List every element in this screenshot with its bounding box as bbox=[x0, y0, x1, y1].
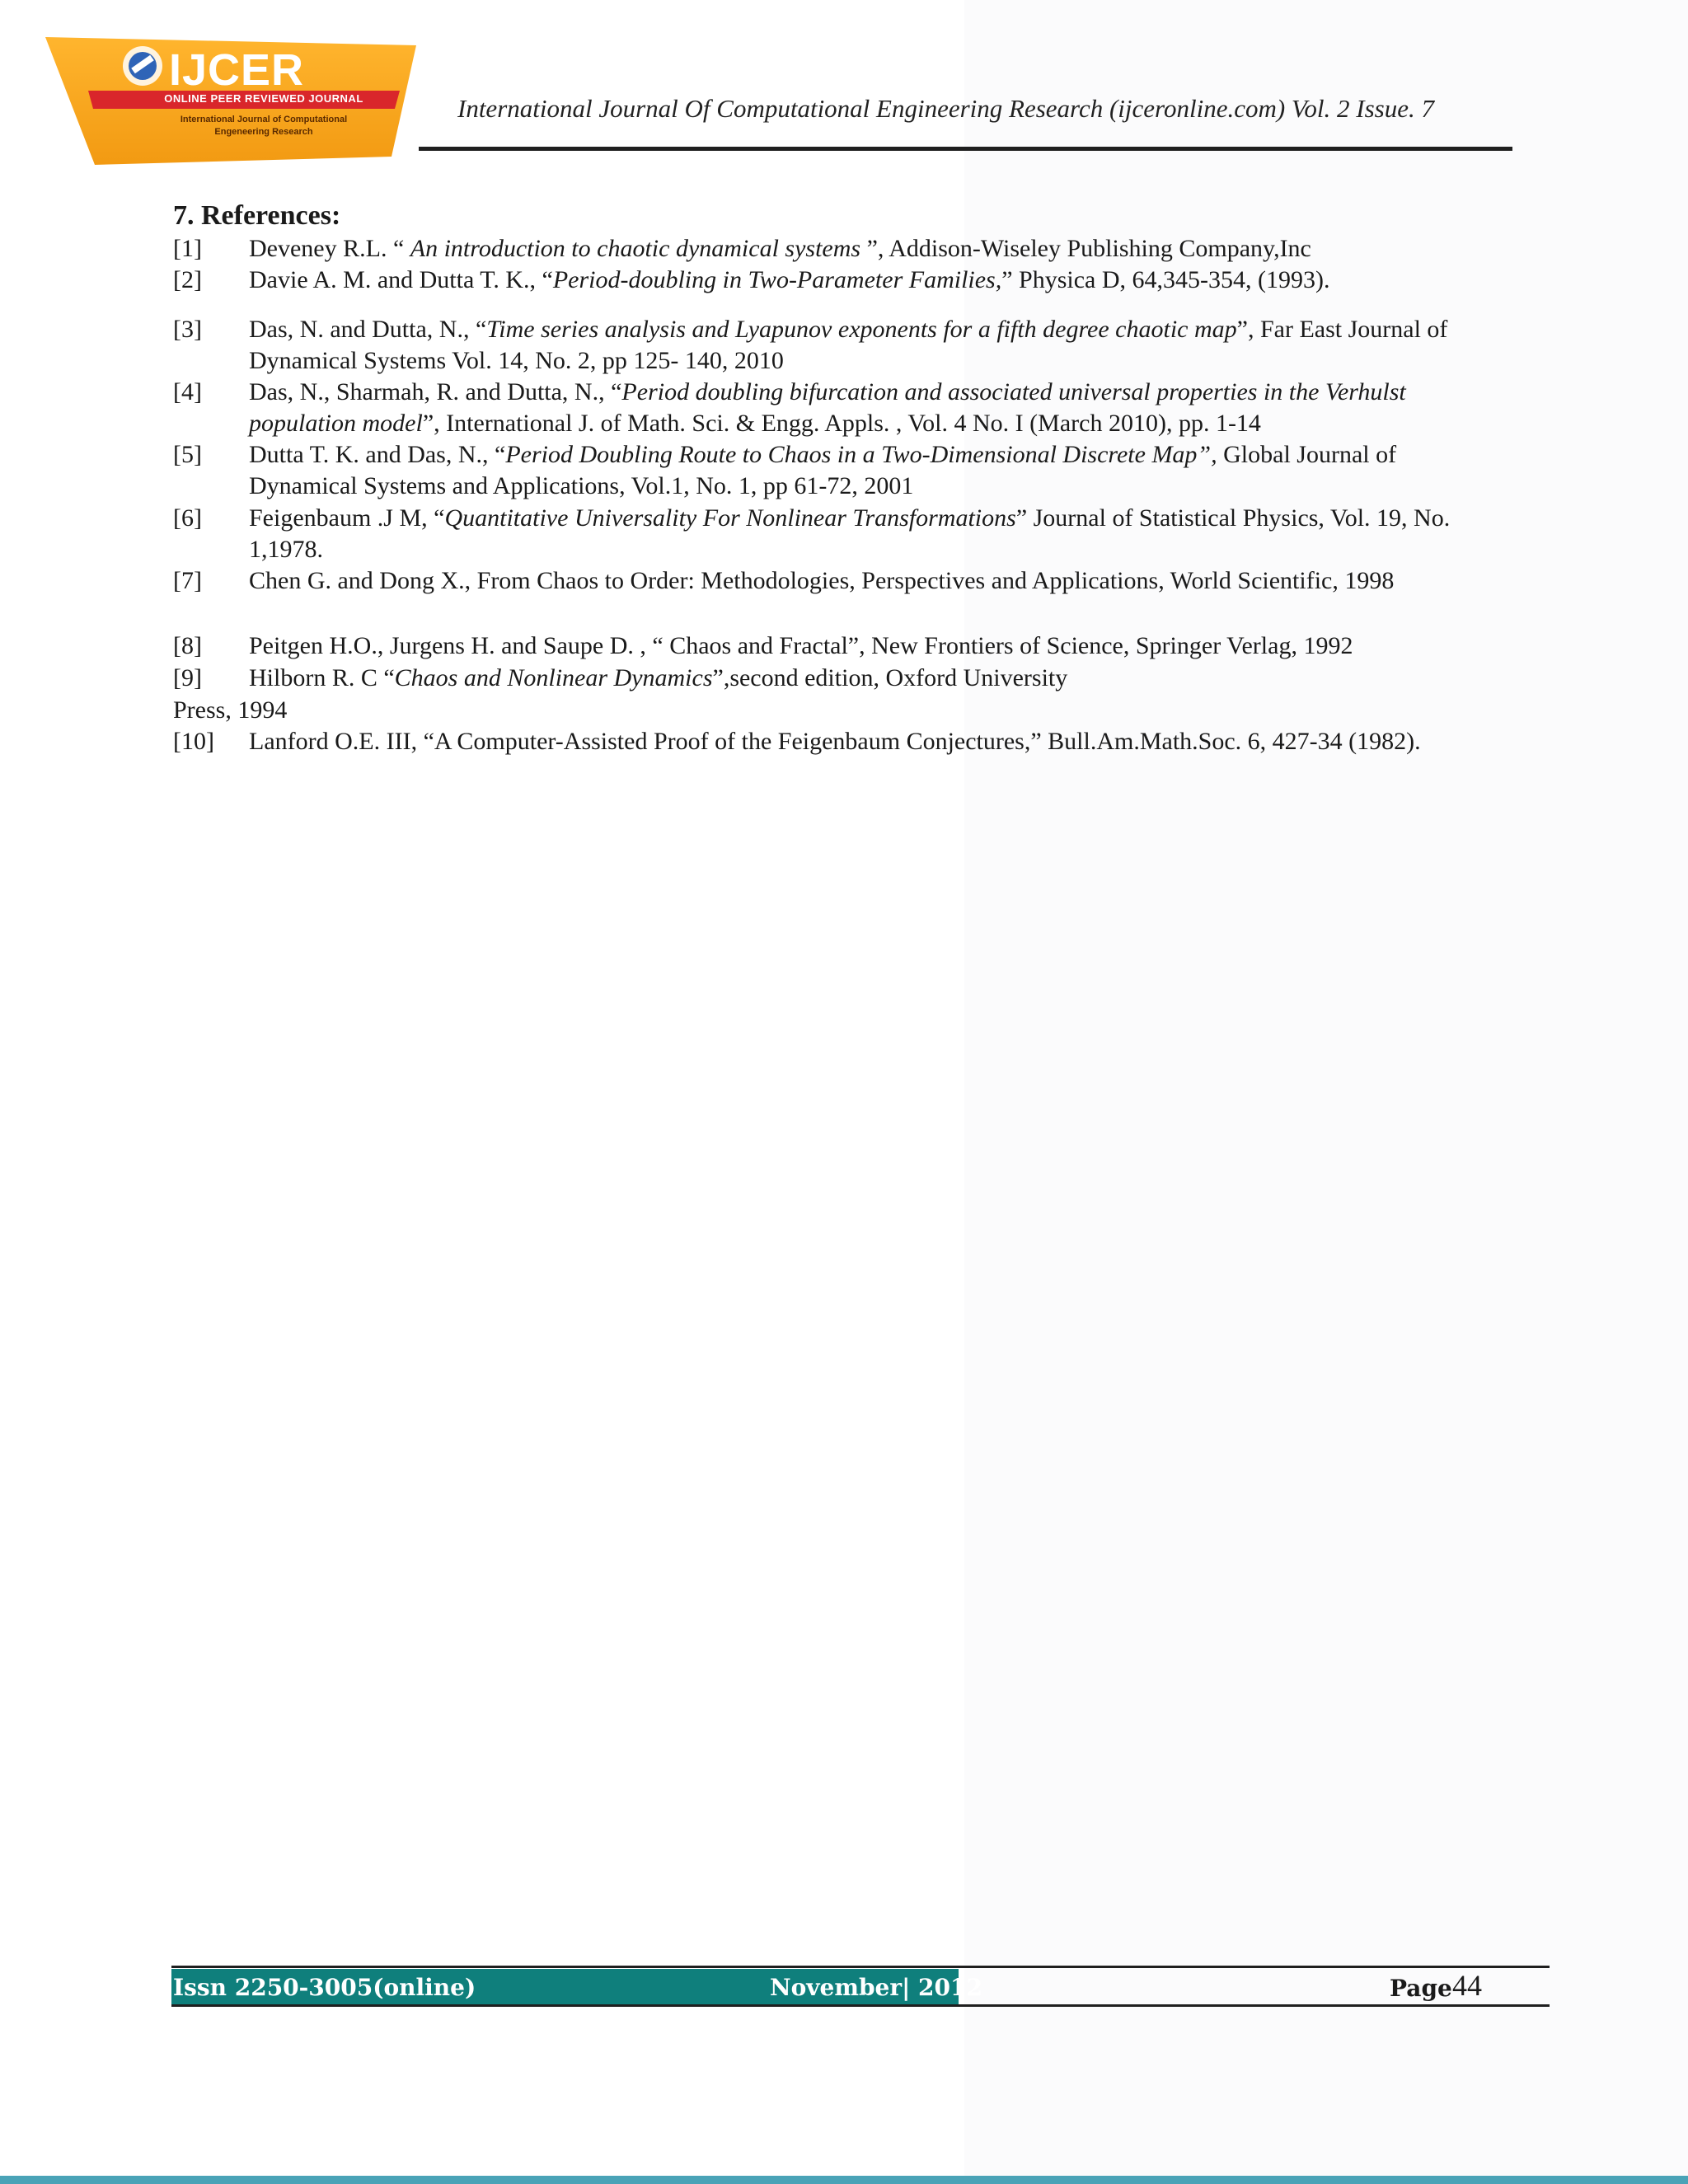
reference-item bbox=[173, 565, 1508, 597]
reference-number: [2] bbox=[173, 266, 202, 293]
reference-item bbox=[173, 439, 1508, 502]
reference-number: [4] bbox=[173, 378, 202, 405]
footer-date: November| 2012 bbox=[770, 1974, 982, 2001]
reference-text: Lanford O.E. III, “A Computer-Assisted Proof of the Feigenbaum Conjectures,” Bull.Am.Math.Soc. 6, 427-34 (1982). bbox=[249, 728, 1421, 755]
reference-text: Peitgen H.O., Jurgens H. and Saupe D. , “ Chaos and Fractal”, New Frontiers of Science, Springer Verlag, 1992 bbox=[249, 632, 1353, 659]
logo-tagline: ONLINE PEER REVIEWED JOURNAL bbox=[164, 92, 363, 105]
bottom-strip bbox=[0, 2176, 1688, 2184]
reference-number: [7] bbox=[173, 567, 202, 594]
reference-item bbox=[173, 663, 1508, 694]
reference-text: Dutta T. K. and Das, N., “Period Doubling Route to Chaos in a Two-Dimensional Discrete Map”, Global Journal of Dynamical Systems and Applications, Vol.1, No. 1, pp 61-72, 2001 bbox=[249, 441, 1397, 499]
reference-item bbox=[173, 377, 1508, 439]
reference-text: Das, N. and Dutta, N., “Time series analysis and Lyapunov exponents for a fifth degree chaotic map”, Far East Journal of Dynamical Systems Vol. 14, No. 2, pp 125- 140, 2010 bbox=[249, 316, 1448, 374]
references-heading: 7. References: bbox=[173, 200, 341, 231]
reference-item bbox=[173, 233, 1508, 265]
reference-number: [9] bbox=[173, 664, 202, 691]
reference-number: [5] bbox=[173, 441, 202, 468]
reference-item bbox=[173, 630, 1508, 662]
reference-text: Feigenbaum .J M, “Quantitative Universality For Nonlinear Transformations” Journal of Statistical Physics, Vol. 19, No. 1,1978. bbox=[249, 504, 1451, 563]
reference-continuation: Press, 1994 bbox=[173, 696, 288, 724]
footer-page-label: Page bbox=[1390, 1975, 1452, 2002]
reference-text: Deveney R.L. “ An introduction to chaotic dynamical systems ”, Addison-Wiseley Publishing Company,Inc bbox=[249, 235, 1311, 262]
logo-subtitle bbox=[115, 114, 412, 138]
reference-item bbox=[173, 314, 1508, 377]
page-number: 44 bbox=[1452, 1969, 1482, 2002]
reference-text: Davie A. M. and Dutta T. K., “Period-doubling in Two-Parameter Families,” Physica D, 64,345-354, (1993). bbox=[249, 266, 1330, 293]
reference-item bbox=[173, 503, 1508, 565]
reference-number: [8] bbox=[173, 632, 202, 659]
footer-bottom-rule bbox=[171, 2004, 1550, 2007]
reference-item bbox=[173, 726, 1508, 757]
header-rule bbox=[419, 147, 1512, 151]
reference-text: Hilborn R. C “Chaos and Nonlinear Dynamics”,second edition, Oxford University bbox=[249, 664, 1068, 691]
footer-issn: Issn 2250-3005(online) bbox=[173, 1974, 476, 2001]
footer-top-rule bbox=[171, 1966, 1550, 1968]
reference-number: [10] bbox=[173, 728, 214, 755]
reference-text: Das, N., Sharmah, R. and Dutta, N., “Period doubling bifurcation and associated universal properties in the Verhulst population model”, International J. of Math. Sci. & Engg. Appls. , Vol. 4 No. I (March 2010), pp. 1-14 bbox=[249, 378, 1406, 437]
reference-number: [6] bbox=[173, 504, 202, 532]
logo-subtitle-line2: Engeneering Research bbox=[214, 127, 313, 137]
reference-number: [3] bbox=[173, 316, 202, 343]
reference-item bbox=[173, 265, 1508, 296]
logo-subtitle-line1: International Journal of Computational bbox=[180, 115, 348, 124]
logo-name: IJCER bbox=[169, 45, 305, 95]
journal-header: International Journal Of Computational Engineering Research (ijceronline.com) Vol. 2 Issue. 7 bbox=[457, 94, 1434, 123]
journal-logo bbox=[45, 33, 416, 165]
reference-number: [1] bbox=[173, 235, 202, 262]
reference-text: Chen G. and Dong X., From Chaos to Order: Methodologies, Perspectives and Applications, World Scientific, 1998 bbox=[249, 567, 1395, 594]
